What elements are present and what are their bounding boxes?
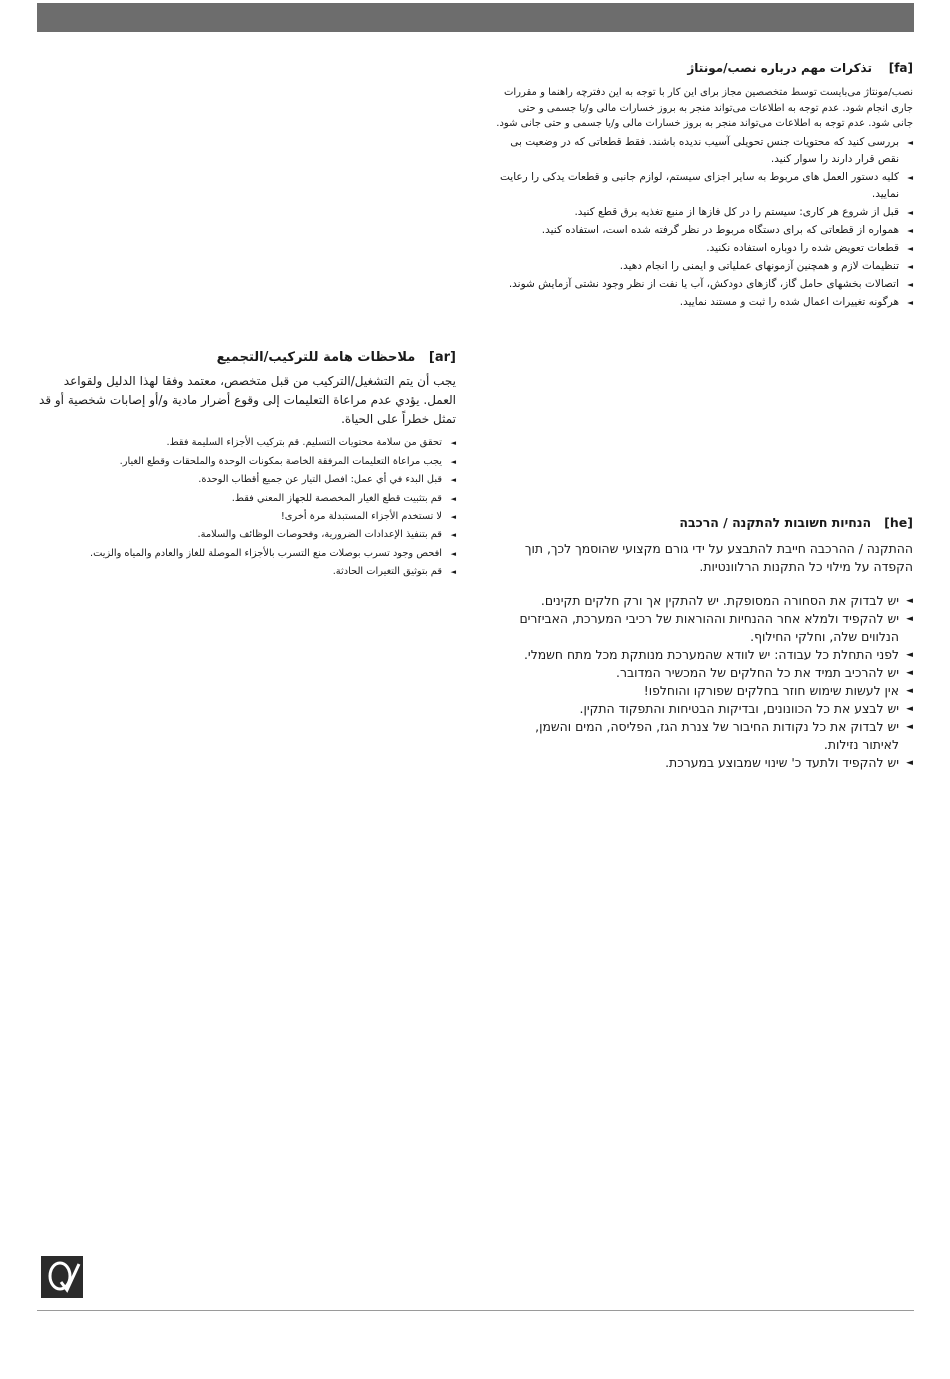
section-he-intro: ההתקנה / ההרכבה חייבת להתבצע על ידי גורם מקצועי שהוסמך לכך, תוך הקפדה על מילוי כל התקנות הרלוונטיות.: [524, 541, 913, 574]
quality-mark-logo: [41, 1256, 83, 1298]
list-item: ◄ יש לבדוק את הסחורה המסופקת. יש להתקין אך ורק חלקים תקינים.: [496, 592, 913, 610]
list-item: ◄ יש לבצע את כל הכוונונים, ובדיקות הבטיחות והתפקוד התקין.: [496, 700, 913, 718]
list-item: ◄ قطعات تعویض شده را دوباره استفاده نکنید.: [496, 240, 913, 257]
section-ar-heading: [36, 350, 456, 366]
list-item: ◄ יש לבדוק את כל נקודות החיבור של צנרת הגז, הפליסה, המים והשמן, לאיתור נזילות.: [496, 718, 913, 754]
section-he-title: הנחיות חשובות להתקנה / הרכבה: [679, 515, 872, 530]
section-fa-list: [496, 134, 913, 311]
list-item: ◄ افحص وجود تسرب بوصلات منع التسرب بالأجزاء الموصلة للغاز والعادم والمياه والزيت.: [36, 546, 456, 562]
section-he: [496, 514, 913, 772]
list-item: ◄ لا تستخدم الأجزاء المستبدلة مرة أخرى!: [36, 509, 456, 525]
list-item: ◄ قم بتنفيذ الإعدادات الضرورية، وفحوصات الوظائف والسلامة.: [36, 527, 456, 543]
list-item: ◄ יש להרכיב תמיד את כל החלקים של המכשיר המדובר.: [496, 664, 913, 682]
list-item: ◄ לפני התחלת כל עבודה: יש לוודא שהמערכת מנותקת מכל מתח חשמלי.: [496, 646, 913, 664]
list-item: ◄ کلیه دستور العمل های مربوط به سایر اجزای سیستم، لوازم جانبی و قطعات یدکی را رعایت نمایید.: [496, 169, 913, 203]
bottom-divider: [37, 1310, 914, 1311]
list-item: ◄ يجب مراعاة التعليمات المرفقة الخاصة بمكونات الوحدة والملحقات وقطع الغيار.: [36, 454, 456, 470]
list-item: ◄ قم بتثبيت قطع الغيار المخصصة للجهاز المعني فقط.: [36, 491, 456, 507]
list-item: ◄ هرگونه تغییرات اعمال شده را ثبت و مستند نمایید.: [496, 294, 913, 311]
section-ar-title: ملاحظات هامة للتركيب/التجميع: [216, 350, 416, 365]
list-item: ◄ אין לעשות שימוש חוזר בחלקים שפורקו והוחלפו!: [496, 682, 913, 700]
section-he-tag: [he]: [884, 515, 913, 530]
section-ar-intro: يجب أن يتم التشغيل/التركيب من قبل متخصص، معتمد وفقا لهذا الدليل ولقواعد العمل. يؤدي عدم مراعاة التعليمات إلى وقوع أضرار مادية و/أو إصابات شخصية أو قد تمثل خطراً على الحياة.: [39, 374, 456, 427]
quality-mark-icon: [41, 1256, 83, 1298]
list-item: ◄ همواره از قطعاتی که برای دستگاه مربوط در نظر گرفته شده است، استفاده کنید.: [496, 222, 913, 239]
section-he-heading: [496, 514, 913, 532]
section-fa: [496, 60, 913, 312]
section-fa-heading: [496, 60, 913, 77]
list-item: ◄ قم بتوثيق التغيرات الحادثة.: [36, 564, 456, 580]
list-item: ◄ יש להקפיד ולתעד כ' שינוי שמבוצע במערכת.: [496, 754, 913, 772]
section-fa-tag: [fa]: [888, 61, 913, 75]
list-item: ◄ تنظیمات لازم و همچنین آزمونهای عملیاتی و ایمنی را انجام دهید.: [496, 258, 913, 275]
section-he-list: [496, 592, 913, 772]
section-ar: [36, 350, 456, 583]
section-fa-title: تذکرات مهم درباره نصب/مونتاژ: [687, 61, 872, 75]
list-item: ◄ اتصالات بخشهای حامل گاز، گازهای دودکش، آب یا نفت از نظر وجود نشتی آزمایش شوند.: [496, 276, 913, 293]
list-item: ◄ قبل از شروع هر کاری: سیستم را در کل فازها از منبع تغذیه برق قطع کنید.: [496, 204, 913, 221]
section-ar-tag: [ar]: [428, 350, 456, 365]
section-fa-intro: نصب/مونتاژ می‌بایست توسط متخصصین مجاز برای این کار با توجه به این دفترچه راهنما و مقررات جاری انجام شود. عدم توجه به اطلاعات می‌تواند منجر به بروز خسارات مالی و/یا جسمی و حتی جانی شود. عدم توجه به اطلاعات می‌تواند منجر به بروز خسارات مالی و/یا جسمی و حتی جانی شود.: [496, 87, 913, 130]
list-item: ◄ יש להקפיד ולמלא אחר ההנחיות וההוראות של רכיבי המערכת, האביזרים הנלווים שלה, וחלקי החילוף.: [496, 610, 913, 646]
top-header-bar: [37, 3, 914, 32]
list-item: ◄ تحقق من سلامة محتويات التسليم. قم بتركيب الأجزاء السليمة فقط.: [36, 435, 456, 451]
list-item: ◄ بررسی کنید که محتویات جنس تحویلی آسیب ندیده باشند. فقط قطعاتی که در وضعیت بی نقص قرار دارند را سوار کنید.: [496, 134, 913, 168]
section-ar-list: [36, 435, 456, 580]
list-item: ◄ قبل البدء في أي عمل: افصل التيار عن جميع أقطاب الوحدة.: [36, 472, 456, 488]
